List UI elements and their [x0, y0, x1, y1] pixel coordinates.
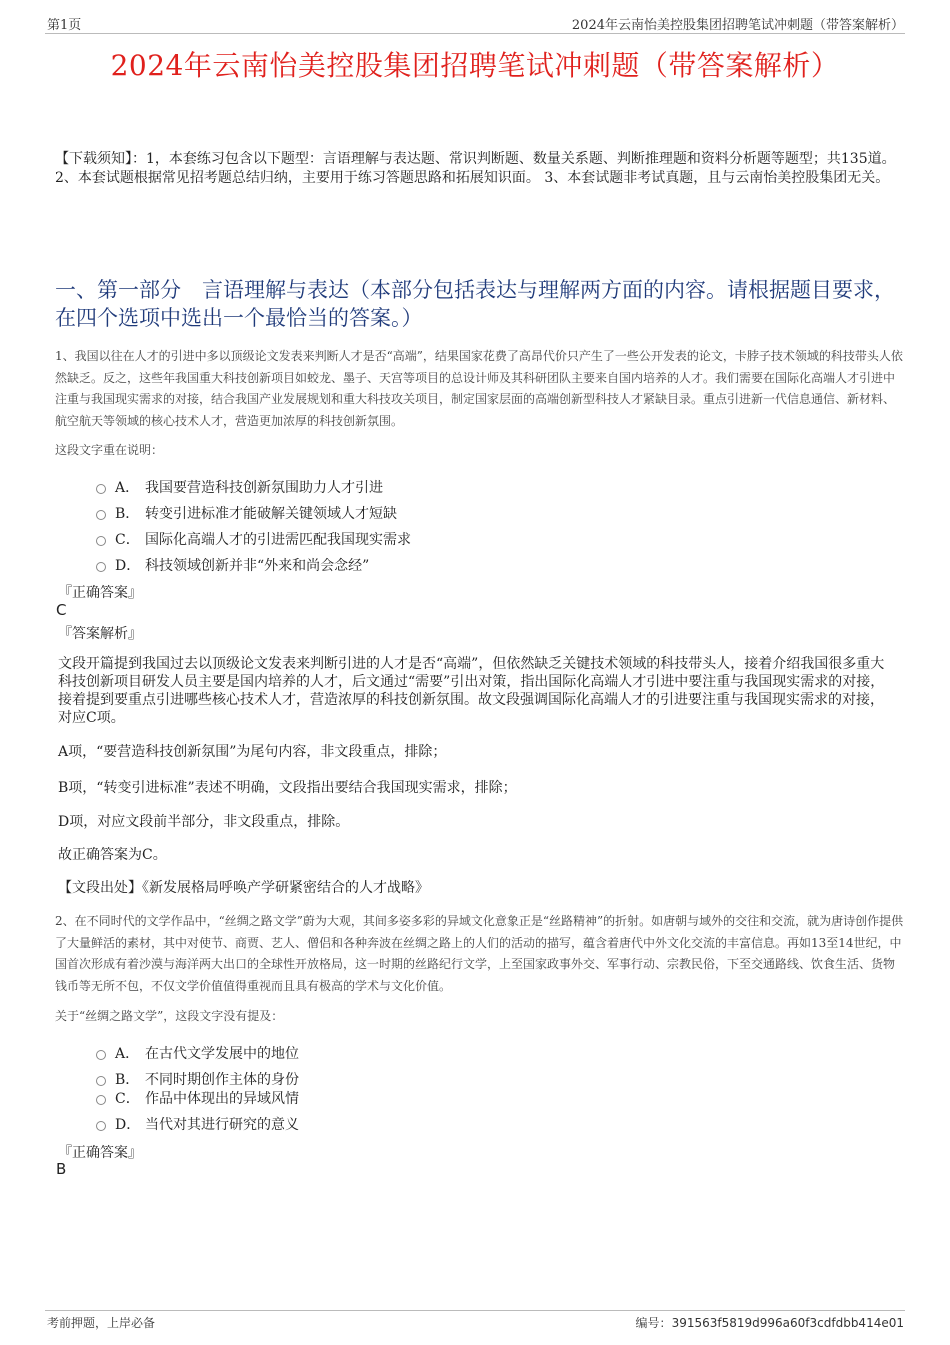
q1-answer: C	[56, 601, 67, 619]
q1-analysis-label: 『答案解析』	[58, 626, 142, 642]
q2-option-b[interactable]	[96, 1069, 299, 1089]
q1-source: 【文段出处】《新发展格局呼唤产学研紧密结合的人才战略》	[58, 880, 429, 896]
q1-option-d[interactable]	[96, 555, 369, 575]
option-letter: C．	[115, 1091, 140, 1107]
option-letter: A．	[115, 1046, 140, 1062]
option-letter: D．	[115, 1117, 141, 1133]
q2-option-c[interactable]	[96, 1088, 299, 1108]
page-number: 第1页	[47, 18, 82, 33]
option-letter: B．	[115, 1072, 140, 1088]
document-code-label: 编号：	[635, 1316, 672, 1330]
q2-option-d[interactable]	[96, 1114, 299, 1134]
radio-icon[interactable]	[96, 562, 106, 572]
option-letter: A．	[115, 480, 140, 496]
question-1-text: 1、我国以往在人才的引进中多以顶级论文发表来判断人才是否“高端”，结果国家花费了高昂代价只产生了一些公开发表的论文，卡脖子技术领域的科技带头人依然缺乏。反之，这些年我国重大科技创新项目如蛟龙、墨子、天宫等项目的总设计师及其科研团队主要来自国内培养的人才。我们需要在国际化高端人才引进中注重与我国现实需求的对接，结合我国产业发展规划和重大科技攻关项目，制定国家层面的高端创新型科技人才紧缺目录。重点引进新一代信息通信、新材料、航空航天等领域的核心技术人才，营造更加浓厚的科技创新氛围。	[55, 349, 903, 428]
footer-divider	[45, 1310, 905, 1311]
option-text: 作品中体现出的异域风情	[145, 1091, 299, 1107]
option-text: 不同时期创作主体的身份	[145, 1072, 299, 1088]
q1-explain-d: D项，对应文段前半部分，非文段重点，排除。	[58, 814, 350, 830]
radio-icon[interactable]	[96, 1121, 106, 1131]
option-letter: C．	[115, 532, 140, 548]
document-title: 2024年云南怡美控股集团招聘笔试冲刺题（带答案解析）	[110, 49, 840, 82]
section-title: 一、第一部分 言语理解与表达（本部分包括表达与理解两方面的内容。请根据题目要求，在四个选项中选出一个最恰当的答案。）	[55, 278, 895, 330]
download-notice: 【下载须知】：1，本套练习包含以下题型：言语理解与表达题、常识判断题、数量关系题、判断推理题和资料分析题等题型；共135道。 2、本套试题根据常见招考题总结归纳，主要用于练习答题思路和拓展知识面。 3、本套试题非考试真题，且与云南怡美控股集团无关。	[55, 151, 896, 186]
q2-option-a[interactable]	[96, 1043, 299, 1063]
option-letter: B．	[115, 506, 140, 522]
footer-slogan: 考前押题，上岸必备	[47, 1316, 156, 1330]
q1-option-b[interactable]	[96, 503, 397, 523]
radio-icon[interactable]	[96, 536, 106, 546]
option-text: 当代对其进行研究的意义	[145, 1117, 299, 1133]
q1-analysis: 文段开篇提到我国过去以顶级论文发表来判断引进的人才是否“高端”，但依然缺乏关键技术领域的科技带头人，接着介绍我国很多重大科技创新项目研发人员主要是国内培养的人才，后文通过“需要”引出对策，指出国际化高端人才引进中要注重与我国现实需求的对接，接着提到要重点引进哪些核心技术人才，营造浓厚的科技创新氛围。故文段强调国际化高端人才的引进要注重与我国现实需求的对接，对应C项。	[58, 656, 885, 726]
option-text: 转变引进标准才能破解关键领域人才短缺	[145, 506, 397, 522]
option-text: 在古代文学发展中的地位	[145, 1046, 299, 1062]
header-divider	[45, 33, 905, 34]
question-2-prompt: 关于“丝绸之路文学”，这段文字没有提及：	[55, 1009, 284, 1023]
q1-option-c[interactable]	[96, 529, 411, 549]
radio-icon[interactable]	[96, 1076, 106, 1086]
option-text: 科技领域创新并非“外来和尚会念经”	[145, 558, 370, 574]
radio-icon[interactable]	[96, 510, 106, 520]
option-letter: D．	[115, 558, 141, 574]
option-text: 国际化高端人才的引进需匹配我国现实需求	[145, 532, 411, 548]
radio-icon[interactable]	[96, 1050, 106, 1060]
q2-answer: B	[56, 1160, 67, 1178]
question-1-prompt: 这段文字重在说明：	[55, 443, 164, 457]
header-doc-title: 2024年云南怡美控股集团招聘笔试冲刺题（带答案解析）	[571, 18, 904, 33]
q1-answer-label: 『正确答案』	[58, 585, 142, 601]
document-code-value: 391563f5819d996a60f3cdfdbb414e01	[671, 1316, 904, 1330]
radio-icon[interactable]	[96, 1095, 106, 1105]
q1-option-a[interactable]	[96, 477, 383, 497]
question-2-text: 2、在不同时代的文学作品中，“丝绸之路文学”蔚为大观，其间多姿多彩的异域文化意象正是“丝路精神”的折射。如唐朝与域外的交往和交流，就为唐诗创作提供了大量鲜活的素材，其中对使节、商贾、艺人、僧侣和各种奔波在丝绸之路上的人们的活动的描写，蕴含着唐代中外文化交流的丰富信息。再如13至14世纪，中国首次形成有着沙漠与海洋两大出口的全球性开放格局，这一时期的丝路纪行文学，上至国家政事外交、军事行动、宗教民俗，下至交通路线、饮食生活、货物钱币等无所不包，不仅文学价值值得重视而且具有极高的学术与文化价值。	[55, 914, 904, 993]
radio-icon[interactable]	[96, 484, 106, 494]
q2-answer-label: 『正确答案』	[58, 1145, 142, 1161]
document-code	[636, 1314, 904, 1331]
q1-explain-b: B项，“转变引进标准”表述不明确，文段指出要结合我国现实需求，排除；	[58, 780, 517, 796]
q1-conclusion: 故正确答案为C。	[58, 847, 167, 863]
option-text: 我国要营造科技创新氛围助力人才引进	[145, 480, 383, 496]
q1-explain-a: A项，“要营造科技创新氛围”为尾句内容，非文段重点，排除；	[58, 744, 447, 760]
